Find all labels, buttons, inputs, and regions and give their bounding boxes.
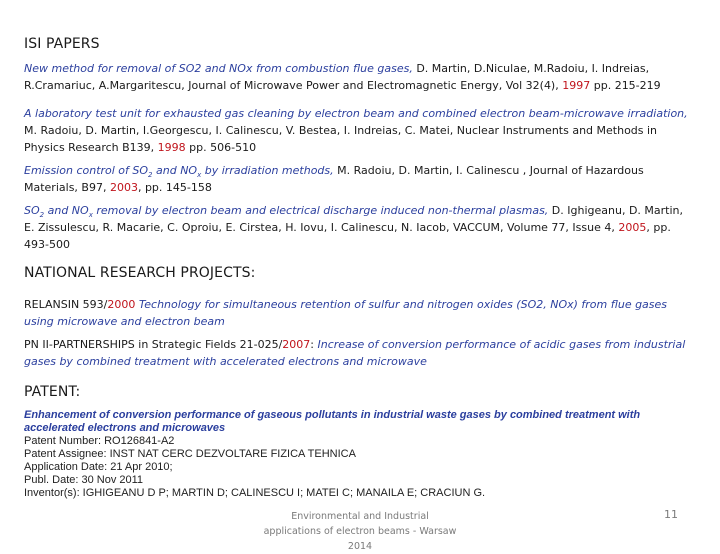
footer-line-2: applications of electron beams - Warsaw (263, 526, 457, 537)
project-title: Technology for simultaneous retention of sulfur and nitrogen oxides (SO2, NOx) from flue gases using microwave and electron beam (24, 298, 668, 328)
isi-reference-1 (24, 60, 696, 94)
project-year: 2000 (107, 298, 136, 311)
paper-pages: , pp. 493-500 (24, 221, 671, 251)
project-title: Increase of conversion performance of acidic gases from industrial gases by combined treatment with accelerated electrons and microwave (24, 338, 686, 368)
isi-reference-3 (24, 162, 696, 196)
slide-footer (250, 509, 470, 554)
paper-authors-journal: M. Radoiu, D. Martin, I.Georgescu, I. Calinescu, V. Bestea, I. Indreias, C. Matei, Nuclear Instruments and Methods in Physics Research B139, (24, 124, 658, 154)
patent-details (24, 409, 696, 500)
patent-assignee: Patent Assignee: INST NAT CERC DEZVOLTARE FIZICA TEHNICA (24, 448, 356, 460)
patent-application-date: Application Date: 21 Apr 2010; (24, 461, 173, 473)
isi-papers-heading: ISI PAPERS (24, 36, 100, 52)
patent-heading: PATENT: (24, 384, 81, 400)
paper-title: A laboratory test unit for exhausted gas cleaning by electron beam and combined electron beam-microwave irradiation, (24, 107, 688, 120)
patent-inventors: Inventor(s): IGHIGEANU D P; MARTIN D; CALINESCU I; MATEI C; MANAILA E; CRACIUN G. (24, 487, 486, 499)
paper-year: 2003 (109, 181, 138, 194)
project-code: RELANSIN 593/ (24, 298, 108, 311)
project-pn-ii (24, 336, 696, 370)
national-projects-heading: NATIONAL RESEARCH PROJECTS: (24, 265, 256, 281)
paper-title: Emission control of $SO_2$ and $NO_x$ by irradiation methods, (24, 164, 334, 180)
footer-line-3: 2014 (347, 541, 373, 552)
patent-title: Enhancement of conversion performance of gaseous pollutants in industrial waste gases by combined treatment with accelerated electrons and microwaves (24, 409, 641, 434)
paper-year: 1997 (562, 79, 591, 92)
patent-publication-date: Publ. Date: 30 Nov 2011 (24, 474, 144, 486)
paper-authors-journal: D. Martin, D.Niculae, M.Radoiu, I. Indreias, R.Cramariuc, A.Margaritescu, Journal of Microwave Power and Electromagnetic Energy, Vol 32(4), (24, 62, 650, 92)
project-separator: : (310, 338, 315, 351)
project-relansin (24, 296, 696, 330)
page-number: 11 (664, 508, 678, 521)
project-code: PN II-PARTNERSHIPS in Strategic Fields 21-025/ (24, 338, 283, 351)
paper-authors-journal: M. Radoiu, D. Martin, I. Calinescu , Journal of Hazardous Materials, B97, (24, 164, 644, 194)
paper-pages: pp. 215-219 (590, 79, 661, 92)
paper-year: 1998 (157, 141, 186, 154)
isi-reference-4 (24, 202, 696, 253)
isi-reference-2 (24, 105, 696, 156)
paper-pages: pp. 506-510 (185, 141, 257, 154)
paper-title: $SO_2$ and $NO_x$ removal by electron beam and electrical discharge induced non-thermal plasmas, (24, 204, 549, 220)
paper-title: New method for removal of SO2 and NOx from combustion flue gases, (24, 62, 413, 75)
footer-line-1: Environmental and Industrial (291, 511, 429, 522)
project-year: 2007 (282, 338, 311, 351)
paper-year: 2005 (618, 221, 647, 234)
paper-pages: , pp. 145-158 (137, 181, 212, 194)
paper-authors-journal: D. Ighigeanu, D. Martin, E. Zissulescu, R. Macarie, C. Oproiu, E. Cirstea, H. Iovu, I. Calinescu, N. Iacob, VACCUM, Volume 77, Issue 4, (24, 204, 684, 234)
patent-number: Patent Number: RO126841-A2 (24, 435, 175, 447)
